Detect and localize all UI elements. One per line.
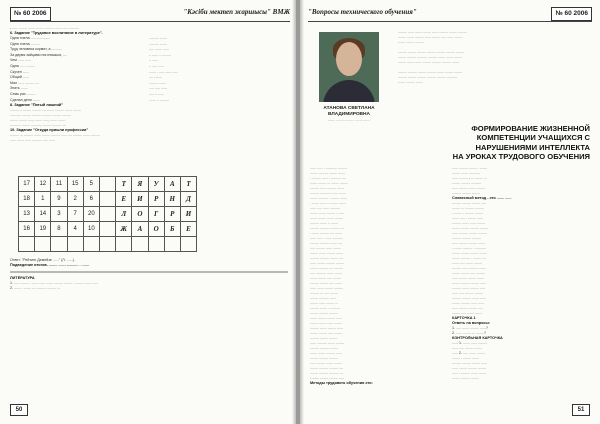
article-line: ...... ..... ...... ..........: [310, 206, 340, 210]
article-line: ........ ......... ........ ......: [452, 281, 486, 285]
proverbs-list: [10, 36, 288, 103]
grid-cell: Р: [164, 207, 180, 222]
article-line: ...... ........ ......... ........: [310, 261, 344, 265]
right-page-header: [308, 7, 592, 22]
article-line: ........ ....... ........ . ......: [310, 211, 344, 215]
article-line: ........ ........ ..... ........: [310, 331, 342, 335]
literature-item: 1. ..... ......... . ...... ...... ....... ......... ........ . ........ ....... ......: [10, 281, 98, 285]
article-line: ......... ......... ........: [452, 191, 480, 195]
grid-cell: [99, 177, 115, 192]
article-line: ....... ........ ....... ........: [310, 216, 343, 220]
task8-line: ......... .. ........ ......... .... ....... ......... ....... ........: [10, 108, 81, 113]
grid-cell: И: [132, 192, 148, 207]
proverb-row: Семь раз ......... ..... .. ......: [10, 91, 164, 96]
article-line: ...... ......... - ... ........ ...: [452, 176, 488, 180]
grid-cell: Т: [180, 177, 196, 192]
proverb-row: Общий ...... .... ........: [10, 75, 162, 80]
article-line: ......... ... ..... ........: [310, 291, 338, 295]
article-line: ........ ....... ........ .......: [310, 251, 343, 255]
article-line: ......... ....... ........ ......: [310, 326, 343, 330]
grid-row: [19, 222, 197, 237]
task8-heading: 8. Задание "Пятый лишний": [10, 103, 63, 108]
grid-cell: Ж: [116, 222, 132, 237]
author-photo: [319, 32, 379, 102]
grid-cell: [99, 207, 115, 222]
article-line: . ....... ...... .. ........ .......: [310, 201, 346, 205]
article-line: ...... ...... . ........... .........: [310, 166, 347, 170]
article-line: ........ ........ ......... ........: [452, 226, 488, 230]
article-line: ......... ......... ........ ....: [310, 256, 343, 260]
grid-cell: Е: [180, 222, 196, 237]
grid-cell: 6: [83, 192, 99, 207]
article-line: ........ ...... ........ ...: [310, 301, 338, 305]
grid-cell: 3: [51, 207, 67, 222]
task8-line: ........... ........ ........., ......... ......... ....: [10, 123, 66, 128]
article-line: ........ ......... .........: [310, 356, 338, 360]
grid-cell: Д: [180, 192, 196, 207]
grid-cell: [164, 237, 180, 252]
article-line: ........ .......... ......: [310, 296, 336, 300]
article-line: ........ ......... .........: [310, 311, 338, 315]
grid-cell: 2: [67, 192, 83, 207]
left-body: [10, 26, 288, 143]
article-line: ..... ......... ...... ........: [310, 246, 341, 250]
article-column-right: [452, 166, 590, 381]
left-page-header: [10, 7, 290, 22]
proverb-row: Одна ..... ......... .. ..... ......: [10, 63, 164, 68]
grid-cell: 11: [51, 177, 67, 192]
answer-block: [10, 258, 288, 291]
left-page: [0, 0, 296, 424]
article-line: Методы трудового обучения это:: [310, 381, 373, 385]
article-line: ...... 1. ....... ...... .........: [452, 341, 487, 345]
left-journal-title: "Кәсіби мектеп жаршысы" ВМЖ: [183, 8, 290, 16]
article-line: ......... ........ ......... .....: [310, 376, 344, 380]
grid-cell: 8: [51, 222, 67, 237]
grid-cell: 14: [35, 207, 51, 222]
left-page-number: 50: [10, 404, 28, 416]
proverb-row: Труд человека кормит, а .......... ..... ....... ......: [10, 47, 169, 52]
grid-cell: [99, 237, 115, 252]
grid-row: [19, 177, 197, 192]
article-line: ....... ..... . ........ ......: [452, 216, 483, 220]
article-line: ........ ........ ........ ........: [452, 251, 487, 255]
article-line: ...... ........ ....... ........: [310, 361, 342, 365]
task6-heading: 6. Задание "Трудовое воспитание в литературе".: [10, 31, 103, 35]
grid-cell: 15: [67, 177, 83, 192]
proverb-row: Знать ....... ..... ..... ......: [10, 86, 167, 91]
article-line: ......... ....... ......... .....: [452, 286, 485, 290]
article-line: ......... ....... ...... ........: [452, 221, 485, 225]
right-page-number: 51: [572, 404, 590, 416]
grid-cell: У: [148, 177, 164, 192]
article-line: ...... ........ ......... .....: [452, 306, 483, 310]
article-line: ...... 2. ..... ....... ........: [452, 351, 485, 355]
proverb-row: Одна пчела ......... .......... .......: [10, 41, 167, 46]
article-line: ...... .......... ....... ........: [310, 341, 344, 345]
title-line: ФОРМИРОВАНИЕ ЖИЗНЕННОЙ: [471, 124, 590, 133]
abstract-line: ....... ......... .......: [398, 80, 423, 84]
article-line: ...... ..... ......... ........: [452, 291, 483, 295]
article-line: ....... ....... ......... ......: [310, 351, 342, 355]
article-line: ...... ....... ........ .........: [310, 286, 343, 290]
grid-cell: [99, 222, 115, 237]
article-line: ...... ........ ........ .......: [452, 276, 484, 280]
article-line: ........ ......... ........: [452, 376, 479, 380]
article-line: ...... ........ ......... ........: [452, 366, 486, 370]
article-line: ......... ........... ...... .......: [310, 191, 346, 195]
author-position: ........ .......... ........ ........ .......: [327, 118, 371, 122]
grid-cell: [83, 237, 99, 252]
grid-cell: [67, 237, 83, 252]
grid-cell: Я: [132, 177, 148, 192]
task10-heading: 10. Задание "Откуда пришли профессии": [10, 128, 89, 133]
grid-cell: Н: [164, 192, 180, 207]
article-line: . ........ . ......... ........: [452, 211, 483, 215]
article-line: ......... ......... ........ ......: [452, 361, 487, 365]
grid-cell: [35, 237, 51, 252]
task8-line: ........... ......... ......... ......... ......... .........: [10, 113, 71, 118]
article-line: ....... ........ ..... ........: [310, 276, 341, 280]
title-line: КОМПЕТЕНЦИИ УЧАЩИХСЯ С: [476, 133, 590, 143]
article-line: ........ ......... ..........: [452, 181, 481, 185]
article-line: ...... ......... ........ .........: [452, 231, 487, 235]
proverb-row: Чем ...... ...... .. ......: [10, 58, 158, 63]
grid-cell: 10: [83, 222, 99, 237]
article-line: ........ ....... ...........: [452, 171, 480, 175]
grid-cell: Л: [116, 207, 132, 222]
proverb-row: Одна пчела ................... .......... .......: [10, 36, 167, 40]
grid-cell: Б: [164, 222, 180, 237]
grid-cell: 7: [67, 207, 83, 222]
proverb-row: Мал ...... ......... .... ......... .......: [10, 80, 166, 85]
grid-cell: О: [132, 207, 148, 222]
abstract-line: ......... ........ ......... ........ ......... ......... ........: [398, 50, 464, 54]
grid-cell: Т: [116, 177, 132, 192]
cipher-grid: [18, 176, 197, 252]
grid-cell: И: [180, 207, 196, 222]
grid-cell: [51, 237, 67, 252]
article-line: . ......... ...... . .......... ....: [310, 176, 346, 180]
divider: [10, 271, 288, 273]
article-line: ........ ....... ...... ........: [310, 321, 342, 325]
task10-line: ......... ... ......... ....... ........ ......... ...... .... ......... ....... .........: [10, 133, 100, 138]
article-line: ......... ......... ....... ......: [452, 296, 486, 300]
article-column-left: [310, 166, 444, 386]
article-line: . ....... ......... .... .......: [310, 231, 342, 235]
grid-row: [19, 207, 197, 222]
title-line: НАРУШЕНИЯМИ ИНТЕЛЛЕКТА: [475, 142, 590, 152]
article-line: ........ ......... ........ .......: [310, 171, 345, 175]
article-line: ...... ..... ........ ........: [452, 346, 482, 350]
article-line: ........ ......... .......... ...: [310, 371, 343, 375]
article-line: ......... ........ ........: [310, 336, 337, 340]
grid-cell: 12: [35, 177, 51, 192]
grid-cell: Р: [148, 192, 164, 207]
grid-cell: 17: [19, 177, 35, 192]
grid-cell: [132, 237, 148, 252]
article-line: ......... ......... ........: [310, 346, 338, 350]
proverb-row: Сделал дело ....... ....... .. .........: [10, 97, 169, 102]
task10-line: ...... ....... ...... .......... ..... ......: [10, 138, 55, 143]
literature-item: 2. ....... . ....... .... ......... ......... ...: [10, 286, 60, 290]
article-line: ..... .......... ....... .......: [310, 271, 342, 275]
answer-line: Ответ: "Рейтинг Демейзе ......" (Л. ......).: [10, 258, 75, 262]
abstract-line: ......... ...... ....... ........ ...... ......... ........ .........: [398, 30, 467, 34]
article-line: Ответь на вопросы:: [452, 321, 490, 325]
article-line: ........ ... ......... .........: [452, 206, 484, 210]
article-line: ........ ..... ....... .......: [452, 311, 482, 315]
abstract-line: ......... ........ ......... ......... ......... ..........: [398, 75, 457, 79]
article-line: ....... ..... ....... ........: [452, 261, 482, 265]
article-line: 2. ...... ........ ... ........?: [452, 331, 486, 335]
abstract-line: ....... ........ .........: [398, 40, 424, 44]
article-line: ......... ....... . ..........: [310, 306, 340, 310]
right-page: [300, 0, 600, 424]
grid-cell: 13: [19, 207, 35, 222]
literature-heading: ЛИТЕРАТУРА: [10, 276, 35, 280]
grid-cell: 18: [19, 192, 35, 207]
left-issue-number: № 60 2006: [10, 7, 51, 21]
grid-cell: [19, 237, 35, 252]
proverb-row: Скучен ...... ....... . ..... ...... ......: [10, 69, 178, 74]
grid-cell: Е: [116, 192, 132, 207]
article-line: ......... ........ ..... .......: [310, 281, 342, 285]
article-line: КОНТРОЛЬНАЯ КАРТОЧКА: [452, 336, 503, 340]
article-line: ....... ........ ... ........ ........: [310, 181, 348, 185]
grid-cell: О: [148, 222, 164, 237]
author-name: АТАНОВА СВЕТЛАНА ВЛАДИМИРОВНА: [323, 106, 375, 117]
article-line: ........ ........ ..... .........: [452, 271, 485, 275]
article-title: [394, 124, 590, 161]
intro-line: - ...... ........ ....... ........ ......... ....... ..... ..........: [10, 26, 80, 30]
article-line: ......... ....... .. .......: [310, 221, 338, 225]
article-line: ....... ........ ........ ......: [310, 316, 342, 320]
grid-row: [19, 192, 197, 207]
abstract-line: ......... ......... ........ ......... ....... ........ ........: [398, 70, 462, 74]
task8-line: ........ ........ ....., ....... ....., ....... .......: [10, 118, 65, 123]
grid-cell: Г: [148, 207, 164, 222]
grid-cell: 9: [51, 192, 67, 207]
article-line: ......... ......... .........: [452, 236, 481, 240]
grid-cell: 5: [83, 177, 99, 192]
grid-cell: 19: [35, 222, 51, 237]
article-line: ........ ......... . ........ ....: [452, 256, 486, 260]
article-line: ...... ......... ........ .......: [452, 241, 485, 245]
article-line: ......... ...... ......... .......: [452, 266, 486, 270]
grid-cell: [116, 237, 132, 252]
grid-cell: 1: [35, 192, 51, 207]
article-line: ........ ......... ...... ......: [452, 301, 484, 305]
abstract-line: ........ ......... .......... ......... ....... ....... ........: [398, 55, 462, 59]
abstract-line: ........ ....... ...... ......... ......... ......... .......: [398, 60, 459, 64]
abstract: [398, 30, 594, 85]
author-block: [312, 106, 386, 122]
article-line: КАРТОЧКА 1: [452, 316, 476, 320]
article-line: ...... ......... ........ . .......: [452, 166, 487, 170]
grid-cell: [180, 237, 196, 252]
article-line: ......... ...... ......... .......: [310, 186, 344, 190]
right-issue-number: № 60 2006: [551, 7, 592, 21]
summary-line: Подведение итогов. ........ ....... ........... . .......: [10, 263, 89, 267]
article-line: ...... . ......... ....... .......: [452, 371, 486, 375]
article-line: ...... ..... . ....... ..........: [310, 236, 343, 240]
article-line: ......... ......... ....... ....: [310, 241, 342, 245]
grid-cell: А: [164, 177, 180, 192]
right-journal-title: "Вопросы технического обучения": [308, 8, 417, 16]
grid-cell: 4: [67, 222, 83, 237]
grid-cell: 20: [83, 207, 99, 222]
proverb-row: За двумя зайцами погонишься, .... .. ...... .. .........: [10, 52, 171, 57]
grid-row: [19, 237, 197, 252]
grid-cell: 16: [19, 222, 35, 237]
article-line: ......... ......... ........ .....: [452, 201, 486, 205]
article-line: 1. ..... ....... ......... ......?: [452, 326, 488, 330]
article-line: ......... ......... ......... ....: [310, 226, 344, 230]
grid-cell: А: [132, 222, 148, 237]
grid-cell: [99, 192, 115, 207]
abstract-line: ........ ....... ......... ...... ........ ..... ...... ........: [398, 35, 462, 39]
grid-cell: [148, 237, 164, 252]
article-line: ........ . ........ .......: [452, 356, 479, 360]
article-line: Словесный метод - это ....... ......: [452, 196, 512, 200]
article-line: ...... ........ ........ ........: [452, 186, 485, 190]
article-line: . ........ ......... . ...........: [452, 246, 486, 250]
article-line: ........ ......... .... .........: [310, 266, 343, 270]
article-line: ........ ......... ......... ....: [310, 366, 343, 370]
title-line: НА УРОКАХ ТРУДОВОГО ОБУЧЕНИЯ: [452, 151, 590, 161]
article-line: ....... .......... . ........ .......: [310, 196, 347, 200]
